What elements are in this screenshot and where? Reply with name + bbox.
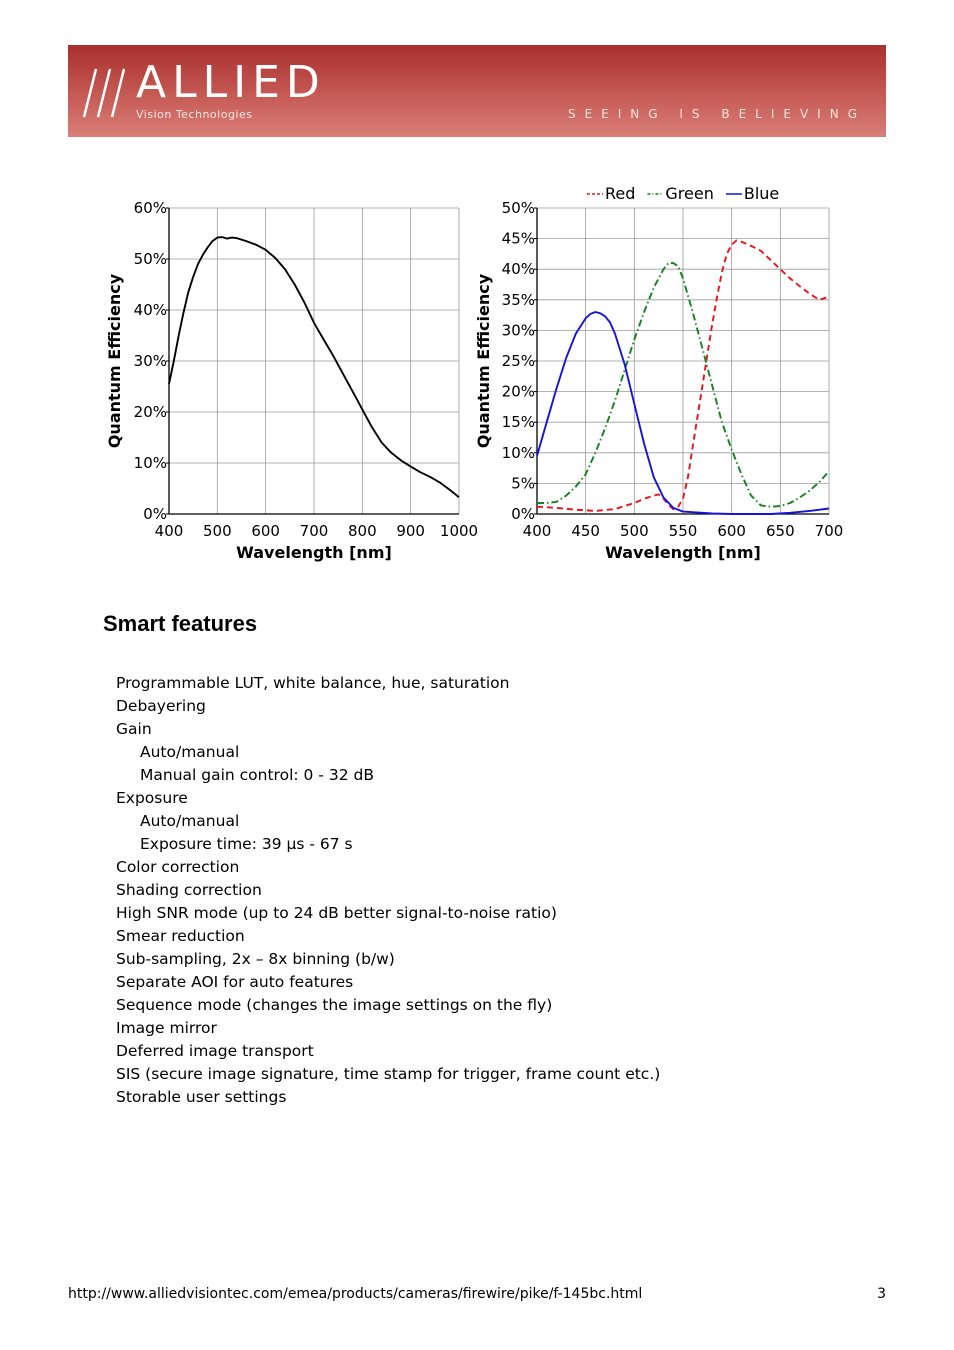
feature-item: High SNR mode (up to 24 dB better signal-to-noise ratio) xyxy=(116,904,557,922)
y-tick-label: 10% xyxy=(501,443,535,462)
legend-label: Green xyxy=(665,184,714,203)
feature-item: Sequence mode (changes the image settings on the fly) xyxy=(116,996,553,1014)
y-tick-label: 30% xyxy=(501,321,535,340)
x-tick-label: 400 xyxy=(522,522,552,540)
feature-item: Sub-sampling, 2x – 8x binning (b/w) xyxy=(116,950,395,968)
feature-item: Exposure xyxy=(116,789,188,807)
feature-subitem: Auto/manual xyxy=(140,812,240,830)
y-tick-label: 60% xyxy=(133,199,167,217)
feature-item: Deferred image transport xyxy=(116,1042,314,1060)
feature-item: Separate AOI for auto features xyxy=(116,973,354,991)
y-tick-label: 50% xyxy=(501,199,535,217)
x-tick-label: 1000 xyxy=(439,522,479,540)
feature-subitem: Auto/manual xyxy=(140,743,240,761)
feature-item: Image mirror xyxy=(116,1019,217,1037)
x-tick-label: 700 xyxy=(814,522,844,540)
x-tick-label: 450 xyxy=(571,522,600,540)
x-axis-label: Wavelength [nm] xyxy=(236,543,392,562)
feature-item: Storable user settings xyxy=(116,1088,287,1106)
feature-item: SIS (secure image signature, time stamp for trigger, frame count etc.) xyxy=(116,1065,661,1083)
legend-label: Blue xyxy=(743,184,780,203)
qe-chart-mono xyxy=(90,185,490,575)
section-title: Smart features xyxy=(103,611,258,636)
y-tick-label: 40% xyxy=(133,301,167,319)
x-tick-label: 500 xyxy=(203,522,232,540)
x-axis-label: Wavelength [nm] xyxy=(605,543,761,562)
y-tick-label: 0% xyxy=(143,505,167,523)
features-list xyxy=(116,672,660,1109)
qe-chart-color-svg xyxy=(460,178,850,575)
x-tick-label: 600 xyxy=(717,522,746,540)
feature-subitem: Manual gain control: 0 - 32 dB xyxy=(140,766,374,784)
feature-item: Shading correction xyxy=(116,881,262,899)
y-axis-label: Quantum Efficiency xyxy=(105,273,124,449)
y-tick-label: 40% xyxy=(501,260,535,279)
y-tick-label: 5% xyxy=(511,474,535,493)
header-banner xyxy=(68,45,886,137)
brand-name: ALLIED xyxy=(136,57,326,108)
feature-subitem: Exposure time: 39 µs - 67 s xyxy=(140,835,353,853)
x-tick-label: 650 xyxy=(766,522,795,540)
y-axis-label: Quantum Efficiency xyxy=(474,273,493,449)
qe-chart-mono-svg xyxy=(90,185,490,575)
x-tick-label: 600 xyxy=(251,522,280,540)
feature-item: Debayering xyxy=(116,697,206,715)
y-tick-label: 50% xyxy=(133,250,167,268)
y-tick-label: 35% xyxy=(501,290,535,309)
y-tick-label: 20% xyxy=(133,403,167,421)
y-tick-label: 25% xyxy=(501,352,535,370)
x-tick-label: 500 xyxy=(620,522,649,540)
feature-item: Programmable LUT, white balance, hue, saturation xyxy=(116,674,510,692)
y-tick-label: 15% xyxy=(501,413,535,432)
brand-subtitle: Vision Technologies xyxy=(136,108,253,121)
feature-item: Gain xyxy=(116,720,152,738)
feature-item: Smear reduction xyxy=(116,927,245,945)
tagline: SEEING IS BELIEVING xyxy=(567,107,866,121)
footer-url: http://www.alliedvisiontec.com/emea/products/cameras/firewire/pike/f-145bc.html xyxy=(68,1286,643,1302)
page-number: 3 xyxy=(877,1286,886,1302)
x-tick-label: 900 xyxy=(396,522,425,540)
y-tick-label: 10% xyxy=(133,454,167,472)
feature-item: Color correction xyxy=(116,858,240,876)
x-tick-label: 550 xyxy=(668,522,698,540)
y-tick-label: 0% xyxy=(511,505,535,523)
qe-chart-color xyxy=(460,178,850,575)
x-tick-label: 800 xyxy=(348,522,377,540)
y-tick-label: 30% xyxy=(133,352,167,370)
x-tick-label: 700 xyxy=(299,522,329,540)
legend-label: Red xyxy=(605,184,636,203)
y-tick-label: 45% xyxy=(501,229,535,248)
x-tick-label: 400 xyxy=(154,522,184,540)
brand-slashes-icon xyxy=(82,63,132,123)
y-tick-label: 20% xyxy=(501,382,535,401)
